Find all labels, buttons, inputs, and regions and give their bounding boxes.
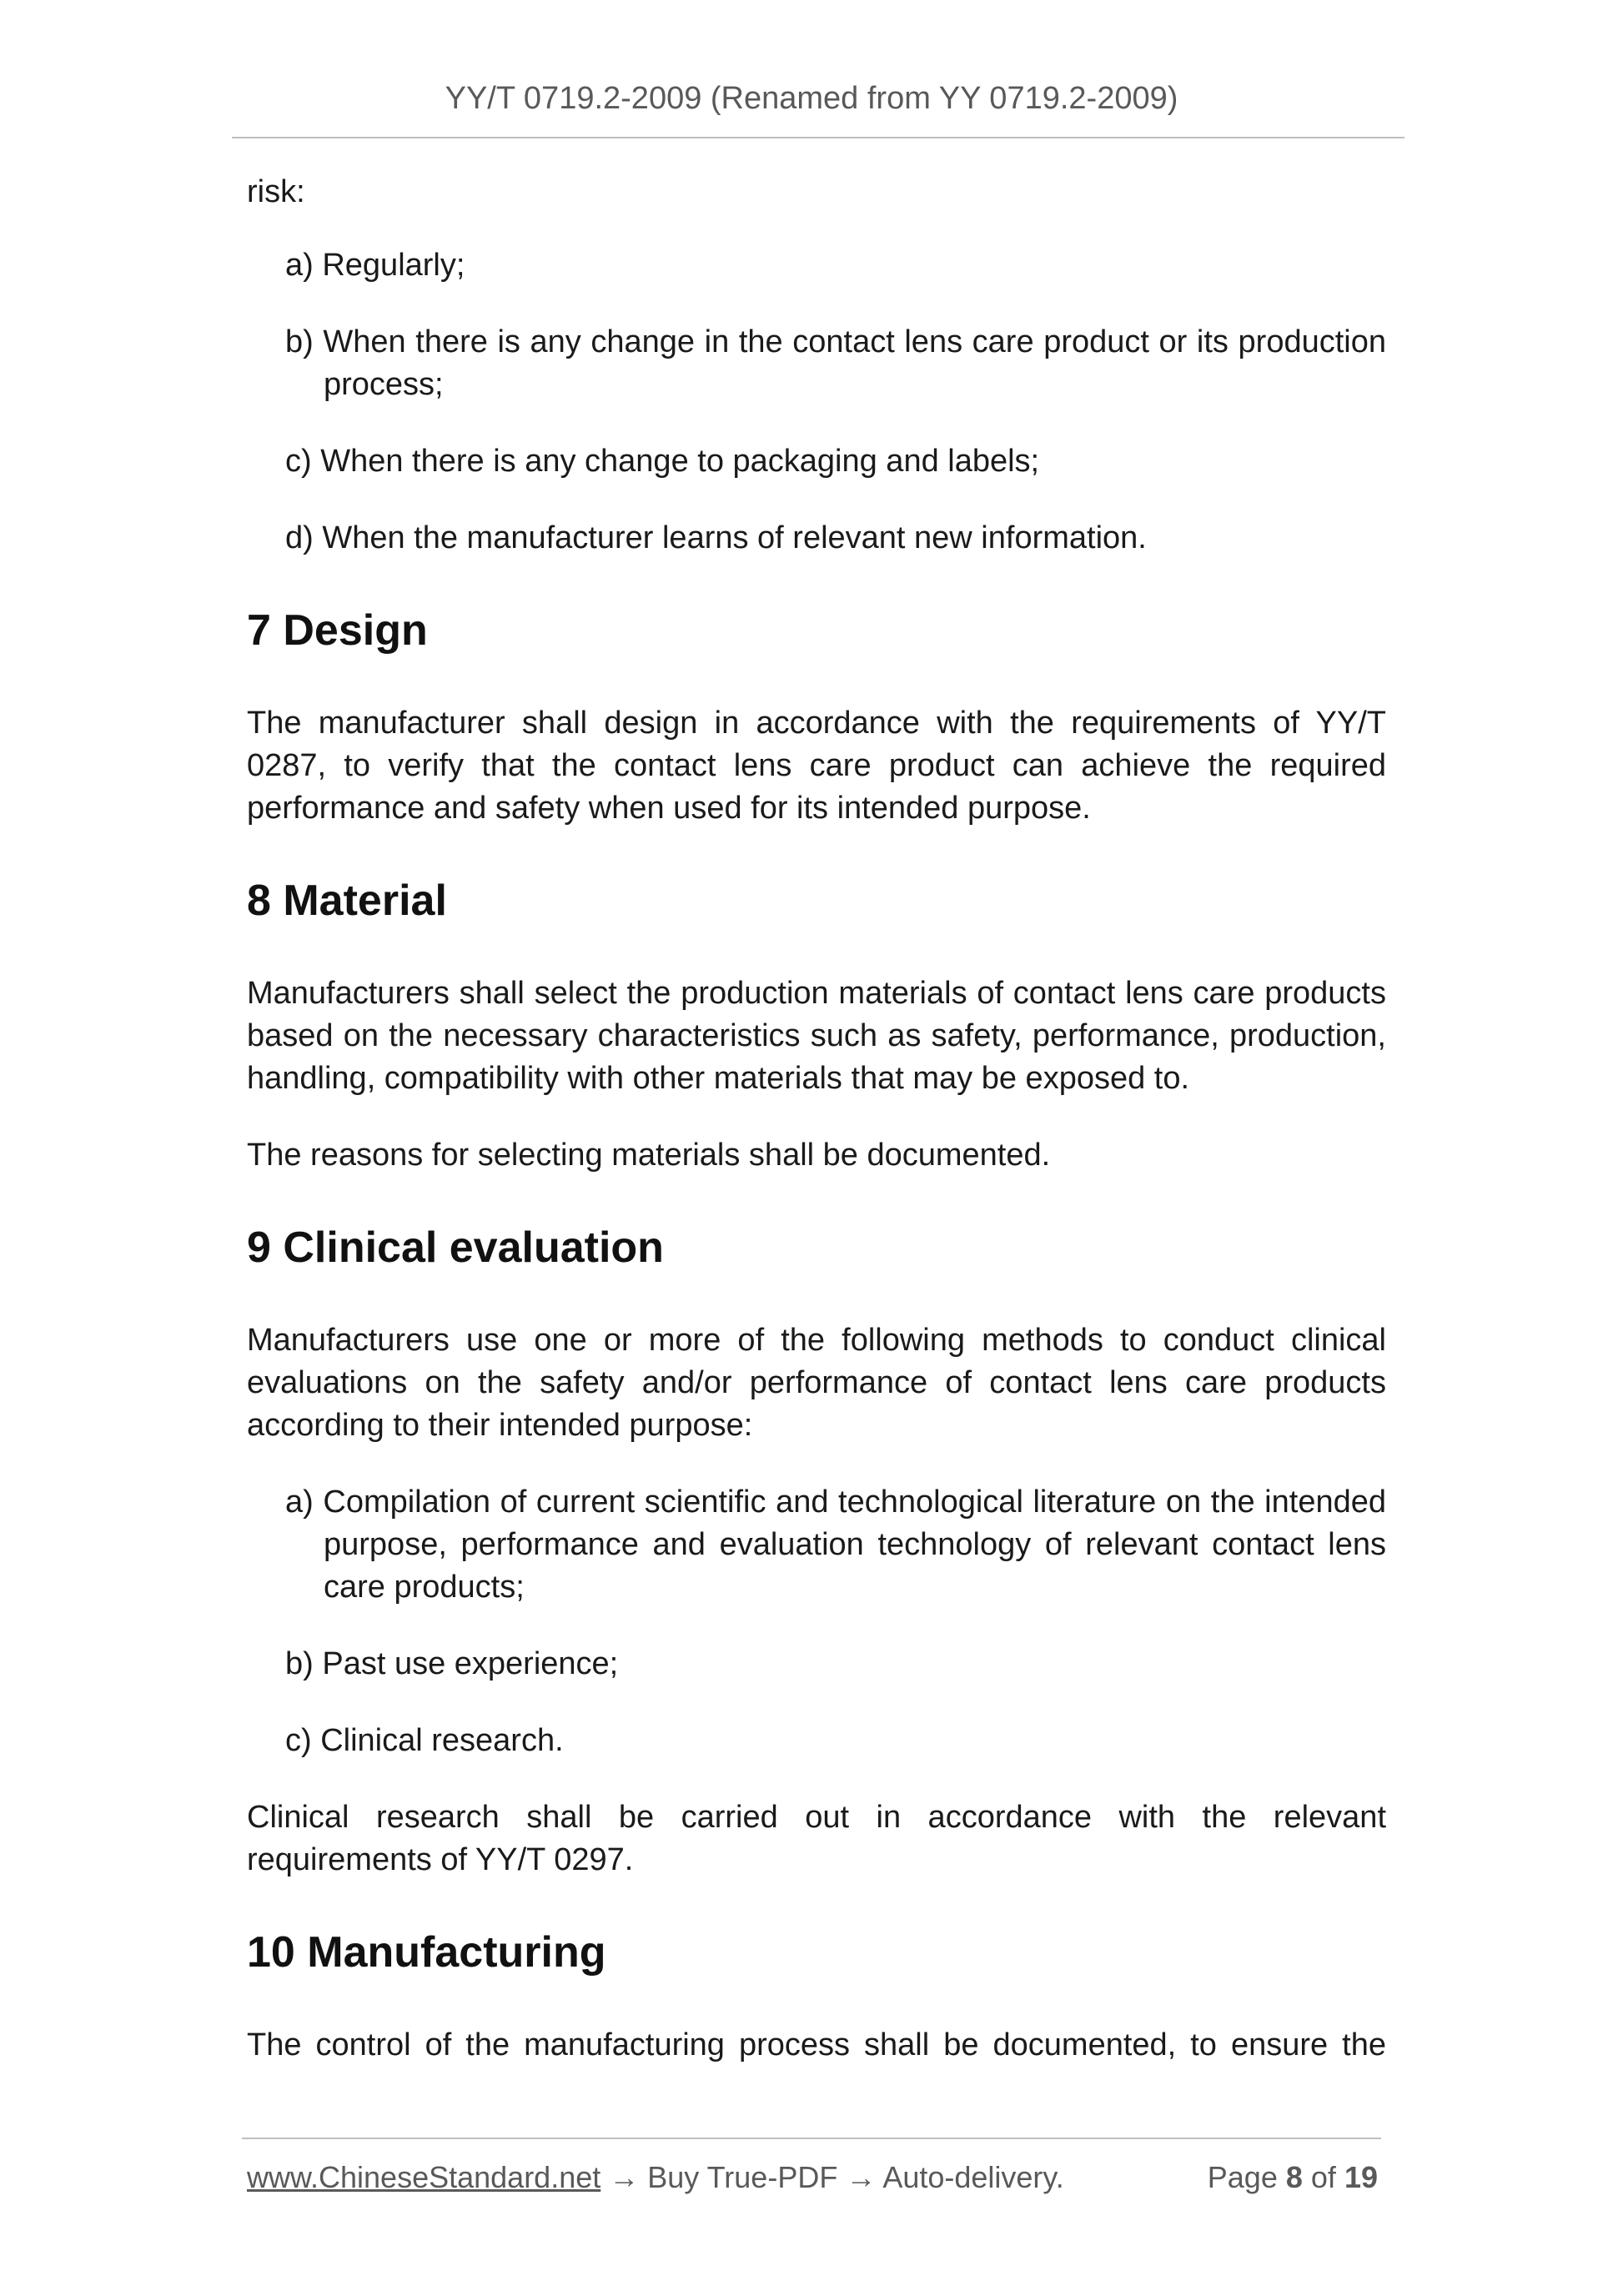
of-label: of — [1310, 2160, 1336, 2194]
section-manufacturing-paragraph: The control of the manufacturing process shall be documented, to ensure the — [247, 2027, 1386, 2062]
document-body — [247, 171, 1386, 2067]
section-design-paragraph: The manufacturer shall design in accordance with the requirements of YY/T 0287, to verify that the contact lens care product can achieve the required performance and safety when used for its intended purpose. — [247, 706, 1386, 826]
page-indicator — [1208, 2159, 1378, 2196]
footer-tagline: → Buy True-PDF → Auto-delivery. — [600, 2160, 1064, 2194]
intro-fragment: risk: — [247, 174, 305, 209]
list-item: b) Past use experience; — [285, 1646, 619, 1681]
list-item: c) When there is any change to packaging and labels; — [285, 444, 1040, 479]
section-material-paragraph-2: The reasons for selecting materials shall be documented. — [247, 1138, 1051, 1173]
list-item: a) Regularly; — [285, 248, 465, 283]
total-pages: 19 — [1344, 2160, 1378, 2194]
list-item: c) Clinical research. — [285, 1723, 564, 1758]
section-clinical-paragraph-1: Manufacturers use one or more of the following methods to conduct clinical evaluations on the safety and/or performance of contact lens care products according to their intended purpose: — [247, 1323, 1386, 1443]
section-heading-manufacturing: 10 Manufacturing — [247, 1928, 606, 1977]
section-clinical-paragraph-2: Clinical research shall be carried out in accordance with the relevant requirements of YY/T 0297. — [247, 1800, 1386, 1877]
clinical-methods-list — [247, 1481, 1386, 1762]
list-item: b) When there is any change in the contact lens care product or its production process; — [285, 324, 1386, 402]
list-item: a) Compilation of current scientific and technological literature on the intended purpose, performance and evaluation technology of relevant contact lens care products; — [285, 1485, 1386, 1605]
header-divider — [232, 137, 1404, 138]
section-heading-design: 7 Design — [247, 606, 428, 655]
page-number: 8 — [1285, 2160, 1303, 2194]
page-label: Page — [1207, 2160, 1278, 2194]
footer-divider — [242, 2138, 1381, 2139]
footer-promo — [247, 2159, 1064, 2196]
section-heading-clinical-evaluation: 9 Clinical evaluation — [247, 1223, 664, 1272]
website-link[interactable]: www.ChineseStandard.net — [247, 2160, 601, 2194]
risk-review-list — [247, 244, 1386, 560]
list-item: d) When the manufacturer learns of relevant new information. — [285, 520, 1147, 555]
section-material-paragraph-1: Manufacturers shall select the production materials of contact lens care products based on the necessary characteristics such as safety, performance, production, handling, compatibility with other materials that may be exposed to. — [247, 976, 1386, 1096]
page-header: YY/T 0719.2-2009 (Renamed from YY 0719.2-2009) — [445, 81, 1178, 116]
section-heading-material: 8 Material — [247, 877, 447, 925]
